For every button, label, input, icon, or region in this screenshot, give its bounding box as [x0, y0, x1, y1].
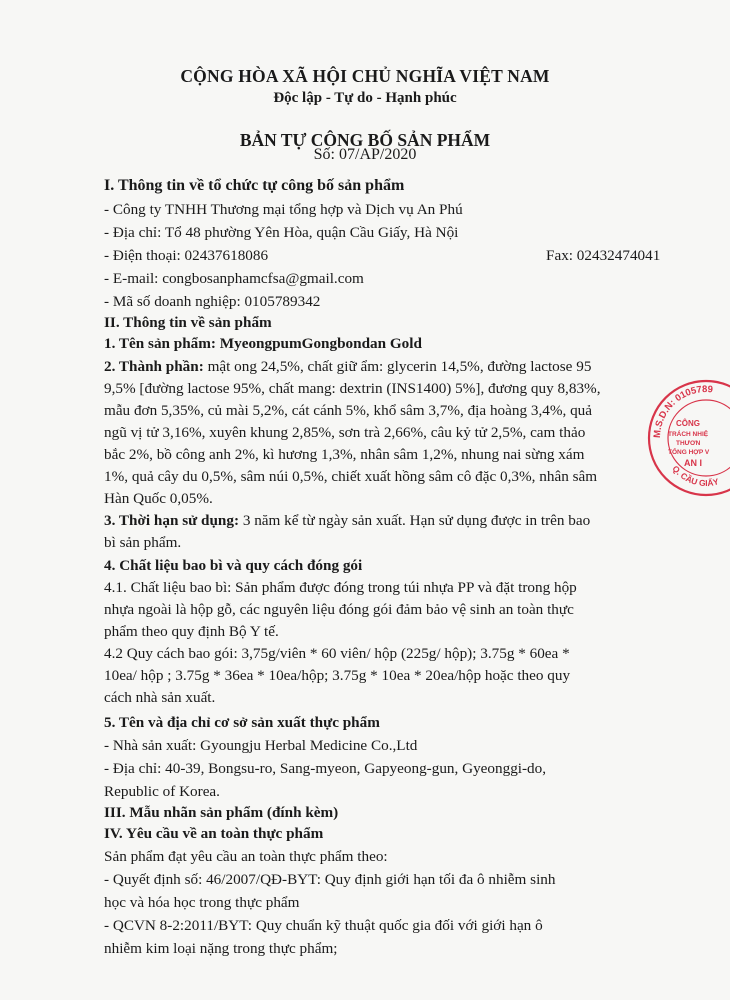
shelf-life-row [104, 510, 664, 532]
section-1-title: I. Thông tin về tổ chức tự công bố sản phẩm [104, 177, 405, 194]
product-name: MyeongpumGongbondan Gold [215, 335, 422, 352]
ingredients-label: 2. Thành phần: [104, 358, 204, 375]
manufacturer-title: 5. Tên và địa chỉ cơ sở sản xuất thực phẩm [104, 714, 380, 731]
company-fax: Fax: 02432474041 [546, 247, 661, 264]
safety-requirement-line: học và hóa học trong thực phẩm [104, 894, 300, 911]
packaging-spec-line: cách nhà sản xuất. [104, 689, 216, 706]
safety-requirement-line: - Quyết định số: 46/2007/QĐ-BYT: Quy định giới hạn tối đa ô nhiễm sinh [104, 871, 556, 888]
safety-intro: Sản phẩm đạt yêu cầu an toàn thực phẩm theo: [104, 848, 388, 865]
seal-line: AN I [684, 458, 702, 468]
motto: Độc lập - Tự do - Hạnh phúc [273, 90, 457, 106]
packaging-material-line: phẩm theo quy định Bộ Y tế. [104, 623, 279, 640]
packaging-spec-line: 4.2 Quy cách bao gói: 3,75g/viên * 60 viên/ hộp (225g/ hộp); 3.75g * 60ea * [104, 645, 570, 662]
section-4-title: IV. Yêu cầu về an toàn thực phẩm [104, 825, 324, 842]
packaging-title: 4. Chất liệu bao bì và quy cách đóng gói [104, 557, 363, 574]
seal-line: CÔNG [676, 419, 700, 428]
shelf-life-label: 3. Thời hạn sử dụng: [104, 512, 240, 529]
doc-title: BẢN TỰ CÔNG BỐ SẢN PHẨM [239, 130, 491, 150]
manufacturer-address-line: Republic of Korea. [104, 783, 220, 800]
packaging-spec-line: 10ea/ hộp ; 3.75g * 36ea * 10ea/hộp; 3.75g * 10ea * 20ea/hộp hoặc theo quy [104, 667, 571, 684]
seal-line: TRÁCH NHIỆ [668, 431, 709, 438]
seal-bottom-text: Q. CẦU GIẤY [670, 463, 720, 489]
company-seal [646, 378, 730, 498]
nation-heading: CỘNG HÒA XÃ HỘI CHỦ NGHĨA VIỆT NAM [180, 66, 550, 86]
company-email: - E-mail: congbosanphamcfsa@gmail.com [104, 270, 364, 287]
packaging-material-line: nhựa ngoài là hộp gỗ, các nguyên liệu đóng gói đảm bảo vệ sinh an toàn thực [104, 601, 574, 618]
manufacturer-address-line: - Địa chỉ: 40-39, Bongsu-ro, Sang-myeon, Gapyeong-gun, Gyeonggi-do, [104, 760, 547, 777]
section-3-title: III. Mẫu nhãn sản phẩm (đính kèm) [104, 804, 339, 821]
ingredients-line: ngũ vị tử 3,16%, xuyên khung 2,85%, sơn trà 2,66%, câu kỷ tử 2,5%, cam thảo [104, 424, 586, 441]
ingredients-line: Hàn Quốc 0,05%. [104, 490, 213, 507]
ingredients-line: 1%, quả cây du 0,5%, sâm núi 0,5%, chiết xuất hồng sâm cô đặc 0,3%, nhân sâm [104, 468, 598, 485]
seal-ring-text: M.S.D.N: 0105789 [651, 383, 714, 439]
company-name: - Công ty TNHH Thương mại tổng hợp và Dịch vụ An Phú [104, 201, 463, 218]
product-name-label: 1. Tên sản phẩm: [104, 335, 216, 352]
shelf-life-line: bì sản phẩm. [104, 534, 182, 551]
safety-requirement-line: - QCVN 8-2:2011/BYT: Quy chuẩn kỹ thuật quốc gia đối với giới hạn ô [104, 917, 543, 934]
section-2-title: II. Thông tin về sản phẩm [104, 314, 272, 331]
ingredients-text: mật ong 24,5%, chất giữ ẩm: glycerin 14,5%, đường lactose 95 [203, 358, 592, 375]
manufacturer-name: - Nhà sản xuất: Gyoungju Herbal Medicine Co.,Ltd [104, 737, 418, 754]
product-name-row [104, 333, 664, 355]
company-tax-code: - Mã số doanh nghiệp: 0105789342 [104, 293, 321, 310]
ingredients-line: mẫu đơn 5,35%, củ mài 5,2%, cát cánh 5%, khổ sâm 3,7%, địa hoàng 3,4%, quả [104, 402, 593, 419]
ingredients-line: 9,5% [đường lactose 95%, chất mang: dextrin (INS1400) 5%], đương quy 8,83%, [104, 380, 601, 397]
company-phone-row [104, 245, 664, 267]
seal-line: TỔNG HỢP V [668, 449, 710, 456]
shelf-life-text: 3 năm kể từ ngày sản xuất. Hạn sử dụng được in trên bao [239, 512, 591, 529]
ingredients-row [104, 356, 664, 378]
company-address: - Địa chỉ: Tổ 48 phường Yên Hòa, quận Cầu Giấy, Hà Nội [104, 224, 459, 241]
packaging-material-line: 4.1. Chất liệu bao bì: Sản phẩm được đóng trong túi nhựa PP và đặt trong hộp [104, 579, 577, 596]
seal-line: THƯƠN [676, 440, 701, 447]
doc-number: Số: 07/AP/2020 [313, 146, 417, 163]
company-phone: - Điện thoại: 02437618086 [104, 247, 269, 264]
ingredients-line: bắc 2%, bồ công anh 2%, kì hương 1,3%, nhân sâm 1,2%, nhung nai sừng xám [104, 446, 585, 463]
safety-requirement-line: nhiễm kim loại nặng trong thực phẩm; [104, 940, 338, 957]
